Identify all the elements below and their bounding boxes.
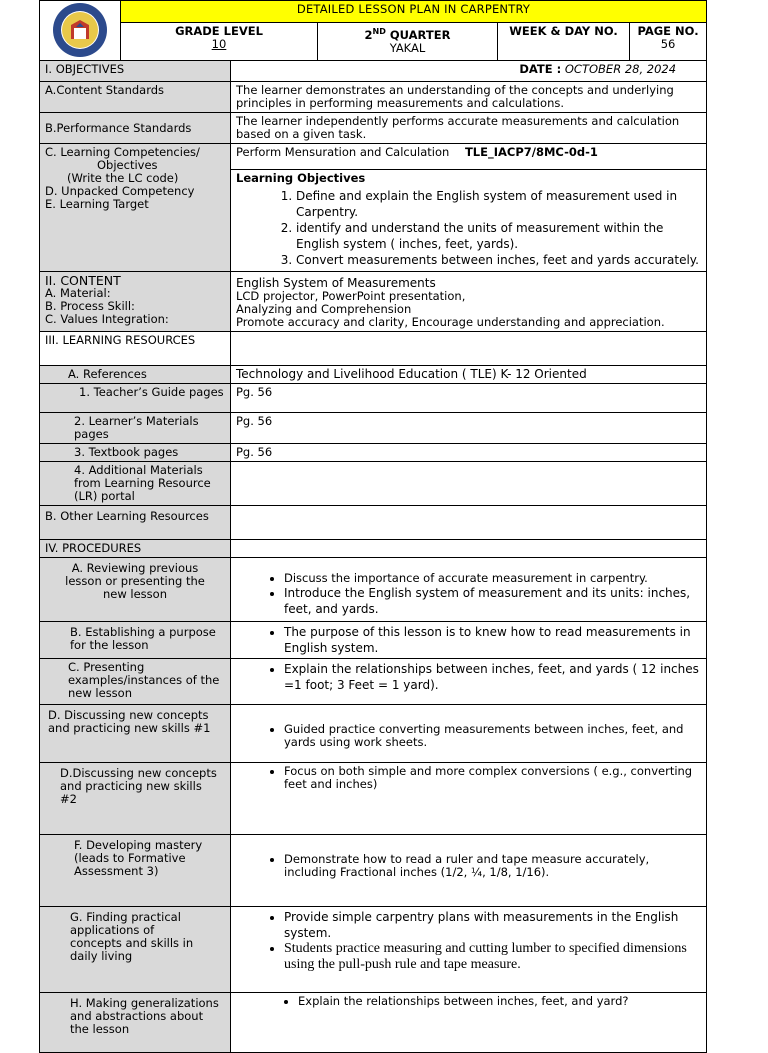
procedure-bullet: • The purpose of this lesson is to knew how to read measurements in English system. (284, 624, 701, 656)
resources-heading-blank (231, 332, 707, 366)
procedure-body-h (231, 993, 707, 1053)
content-label-values: C. Values Integration: (45, 312, 169, 326)
resources-heading: III. LEARNING RESOURCES (40, 332, 231, 366)
textbook-value: Pg. 56 (231, 444, 707, 462)
procedure-bullet: • Guided practice converting measurements between inches, feet, and yards using work sheets. (284, 723, 701, 749)
content-label-process-skill: B. Process Skill: (45, 299, 135, 313)
week-day-label: WEEK & DAY NO. (509, 24, 618, 38)
learning-objectives-heading: Learning Objectives (236, 171, 366, 185)
additional-materials-value (231, 462, 707, 506)
lesson-plan-page (39, 0, 706, 1036)
procedure-body-g (231, 907, 707, 993)
competency-label-lc-code: (Write the LC code) (67, 171, 179, 185)
week-day-cell (498, 23, 630, 61)
content-topic: English System of Measurements (236, 276, 436, 290)
page-no-label: PAGE NO. (637, 24, 699, 38)
procedure-body-d2 (231, 763, 707, 835)
procedure-body-f (231, 835, 707, 907)
quarter-cell (318, 23, 498, 61)
objectives-heading: I. OBJECTIVES (40, 61, 231, 82)
references-text: Technology and Livelihood Education ( TLE) K- 12 Oriented (231, 366, 707, 384)
date-value: OCTOBER 28, 2024 (561, 62, 677, 76)
competency-label-e: E. Learning Target (45, 197, 149, 211)
performance-standards-label: B.Performance Standards (40, 113, 231, 144)
procedure-bullet: • Explain the relationships between inches, feet, and yards ( 12 inches =1 foot; 3 Feet = 1 yard). (284, 661, 701, 693)
lesson-plan-table (39, 0, 707, 1053)
content-material: LCD projector, PowerPoint presentation, (236, 289, 466, 303)
procedure-label-c: C. Presenting examples/instances of the new lesson (40, 659, 231, 705)
page-no-value: 56 (660, 37, 676, 51)
procedure-body-a (231, 558, 707, 622)
procedure-label-b: B. Establishing a purpose for the lesson (40, 622, 231, 659)
deped-seal (40, 1, 121, 61)
document-title: DETAILED LESSON PLAN IN CARPENTRY (121, 1, 707, 23)
quarter-number: 2 (364, 27, 373, 42)
procedures-heading: IV. PROCEDURES (40, 540, 231, 558)
competency-labels (40, 144, 231, 272)
learning-objective-item: 2. identify and understand the units of measurement within the English system ( inches, feet, yards). (296, 220, 701, 252)
procedure-bullet: • Introduce the English system of measurement and its units: inches, feet, and yards. (284, 585, 701, 617)
content-heading: II. CONTENT (45, 273, 121, 288)
procedure-body-b (231, 622, 707, 659)
competency-label-d: D. Unpacked Competency (45, 184, 195, 198)
grade-level-cell (121, 23, 318, 61)
procedure-body-d1 (231, 705, 707, 763)
content-label-material: A. Material: (45, 286, 111, 300)
page-no-cell (630, 23, 707, 61)
grade-level-value: 10 (211, 37, 227, 51)
quarter-superscript: ND (372, 27, 386, 36)
other-resources-label: B. Other Learning Resources (40, 506, 231, 540)
competency-text: Perform Mensuration and Calculation (236, 145, 450, 159)
teachers-guide-value: Pg. 56 (231, 384, 707, 413)
procedure-label-d2: D.Discussing new concepts and practicing new skills #2 (40, 763, 231, 835)
references-label: A. References (40, 366, 231, 384)
date-label: DATE : (519, 62, 562, 76)
competency-label-c: C. Learning Competencies/ (45, 145, 200, 159)
content-values-integration: Promote accuracy and clarity, Encourage understanding and appreciation. (236, 315, 665, 329)
procedure-body-c (231, 659, 707, 705)
procedure-label-d1: D. Discussing new concepts and practicing new skills #1 (40, 705, 231, 763)
section-name: YAKAL (389, 40, 426, 55)
procedure-label-a: A. Reviewing previous lesson or presenting the new lesson (40, 558, 231, 622)
content-standards-text: The learner demonstrates an understanding of the concepts and underlying principles in performing measurements and calculations. (231, 82, 707, 113)
grade-level-label: GRADE LEVEL (175, 24, 263, 38)
procedure-bullet: • Students practice measuring and cutting lumber to specified dimensions using the pull-push rule and tape measure. (284, 941, 701, 973)
learners-materials-label: 2. Learner’s Materials pages (40, 413, 231, 444)
procedure-label-h: H. Making generalizations and abstractions about the lesson (40, 993, 231, 1053)
deped-seal-icon (51, 1, 109, 59)
procedure-label-f: F. Developing mastery (leads to Formative Assessment 3) (40, 835, 231, 907)
date-cell (231, 61, 707, 82)
procedure-label-g: G. Finding practical applications of concepts and skills in daily living (40, 907, 231, 993)
content-standards-label: A.Content Standards (40, 82, 231, 113)
performance-standards-text: The learner independently performs accurate measurements and calculation based on a given task. (231, 113, 707, 144)
learning-objective-item: 1. Define and explain the English system of measurement used in Carpentry. (296, 188, 701, 220)
competency-cell (231, 144, 707, 170)
other-resources-value (231, 506, 707, 540)
learning-objectives-cell (231, 170, 707, 272)
content-values (231, 272, 707, 332)
competency-code: TLE_IACP7/8MC-0d-1 (464, 145, 598, 159)
learning-objective-item: 3. Convert measurements between inches, feet and yards accurately. (296, 252, 701, 268)
additional-materials-label: 4. Additional Materials from Learning Resource (LR) portal (40, 462, 231, 506)
procedure-bullet: • Discuss the importance of accurate measurement in carpentry. (284, 572, 701, 585)
procedure-bullet: • Explain the relationships between inches, feet, and yard? (298, 995, 701, 1008)
competency-label-objectives: Objectives (97, 158, 158, 172)
procedure-bullet: • Demonstrate how to read a ruler and tape measure accurately, including Fractional inches (1/2, ¼, 1/8, 1/16). (284, 853, 701, 879)
procedure-bullet: • Provide simple carpentry plans with measurements in the English system. (284, 909, 701, 941)
content-labels (40, 272, 231, 332)
procedure-bullet: • Focus on both simple and more complex conversions ( e.g., converting feet and inches) (284, 765, 701, 791)
content-process-skill: Analyzing and Comprehension (236, 302, 412, 316)
teachers-guide-label: 1. Teacher’s Guide pages (40, 384, 231, 413)
textbook-label: 3. Textbook pages (40, 444, 231, 462)
quarter-label: QUARTER (385, 27, 451, 42)
learners-materials-value: Pg. 56 (231, 413, 707, 444)
procedures-heading-blank (231, 540, 707, 558)
